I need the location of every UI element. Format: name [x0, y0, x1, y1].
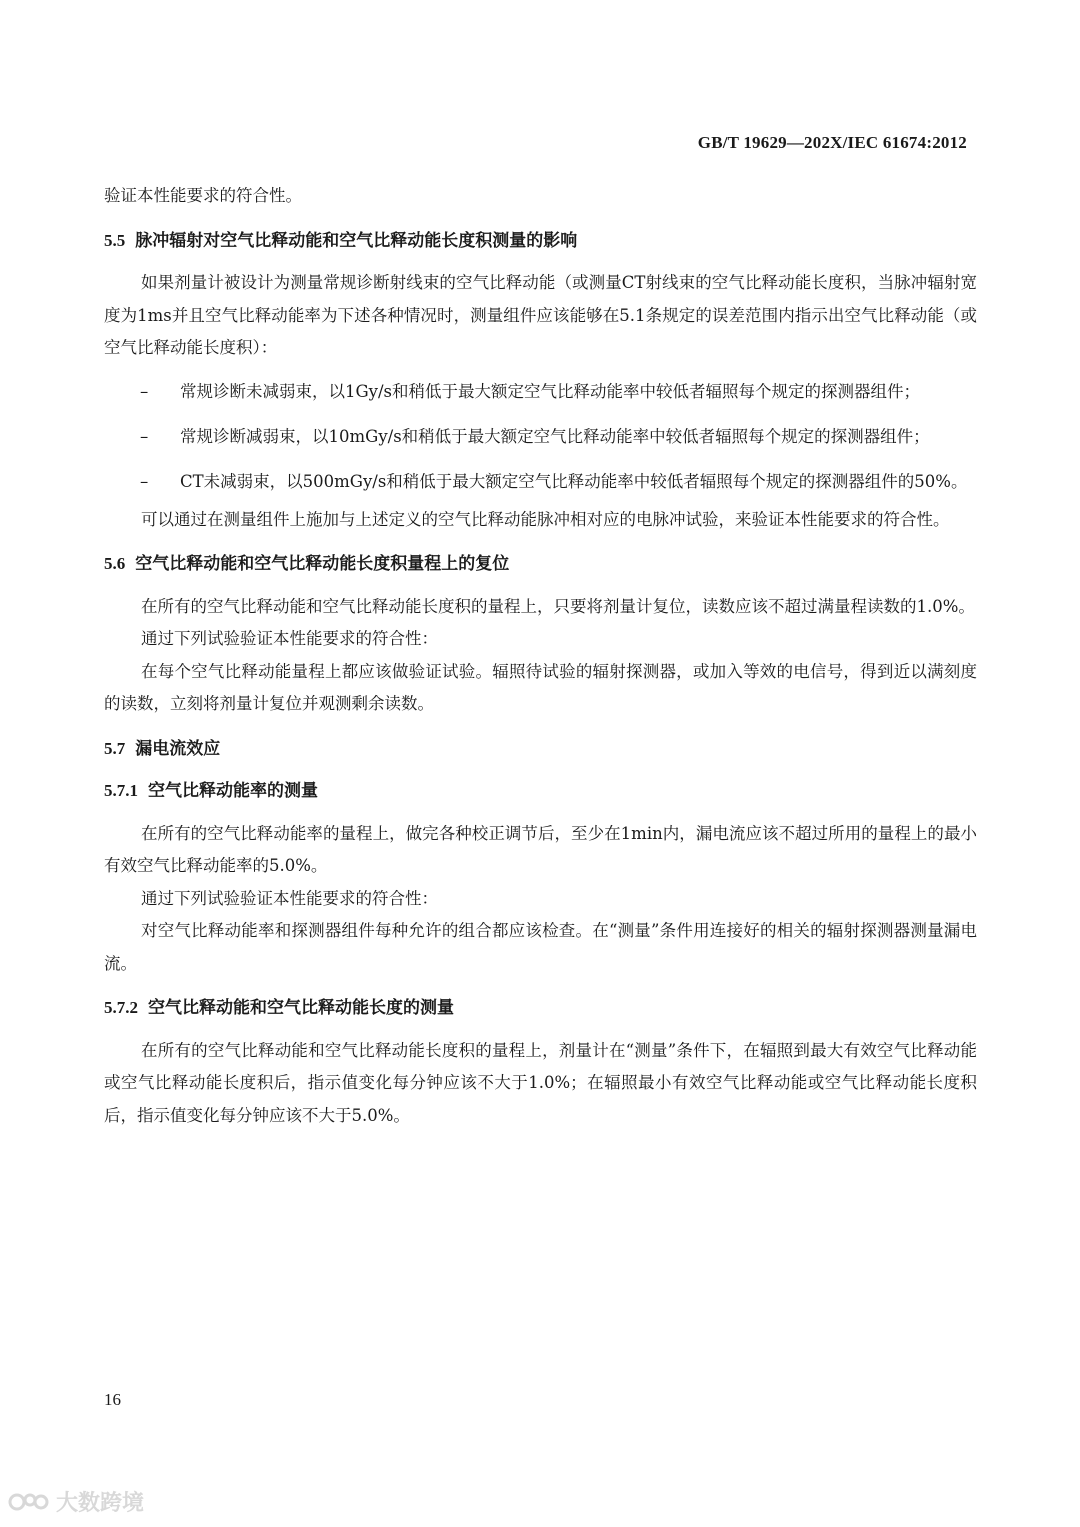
section-number: 5.7.2 — [104, 998, 138, 1017]
list-item-text: 常规诊断未减弱束，以1Gy/s和稍低于最大额定空气比释动能率中较低者辐照每个规定的探测器组件； — [180, 381, 921, 401]
page-number: 16 — [104, 1390, 121, 1409]
section-number: 5.5 — [104, 230, 126, 250]
section-5-7-2-heading — [104, 992, 977, 1025]
document-body — [104, 180, 977, 1132]
section-number: 5.6 — [104, 554, 126, 573]
list-item — [104, 369, 977, 414]
section-number: 5.7.1 — [104, 781, 138, 800]
continuation-paragraph: 验证本性能要求的符合性。 — [104, 186, 302, 205]
section-number: 5.7 — [104, 738, 126, 758]
list-item-text: CT未减弱束，以500mGy/s和稍低于最大额定空气比释动能率中较低者辐照每个规定的探测器组件的50%。 — [180, 471, 968, 491]
section-5-5-heading — [104, 225, 977, 258]
list-item — [104, 459, 977, 504]
section-title: 漏电流效应 — [135, 738, 221, 759]
section-5-7-1-heading — [104, 775, 977, 808]
paragraph: 在每个空气比释动能量程上都应该做验证试验。辐照待试验的辐射探测器，或加入等效的电信号，得到近以满刻度的读数，立刻将剂量计复位并观测剩余读数。 — [104, 661, 977, 713]
paragraph: 通过下列试验验证本性能要求的符合性： — [141, 888, 438, 908]
section-title: 空气比释动能率的测量 — [148, 781, 318, 801]
watermark-text: 大数跨境 — [56, 1491, 145, 1516]
paragraph: 对空气比释动能率和探测器组件每种允许的组合都应该检查。在“测量”条件用连接好的相关的辐射探测器测量漏电流。 — [104, 921, 977, 973]
dash-bullet: – — [140, 426, 149, 446]
section-title: 空气比释动能和空气比释动能长度的测量 — [148, 998, 454, 1018]
paragraph: 如果剂量计被设计为测量常规诊断射线束的空气比释动能（或测量CT射线束的空气比释动能长度积，当脉冲辐射宽度为1ms并且空气比释动能率为下述各种情况时，测量组件应该能够在5.1条规定的误差范围内指示出空气比释动能（或空气比释动能长度积）： — [104, 273, 977, 357]
watermark — [8, 1486, 144, 1517]
paragraph: 在所有的空气比释动能和空气比释动能长度积的量程上，只要将剂量计复位，读数应该不超过满量程读数的1.0%。 — [141, 596, 975, 616]
brand-logo-icon — [8, 1489, 50, 1515]
dash-bullet: – — [140, 381, 149, 401]
document-standard-id: GB/T 19629—202X/IEC 61674:2012 — [697, 133, 967, 152]
paragraph: 在所有的空气比释动能和空气比释动能长度积的量程上，剂量计在“测量”条件下，在辐照到最大有效空气比释动能或空气比释动能长度积后，指示值变化每分钟应该不大于1.0%；在辐照最小有效空气比释动能或空气比释动能长度积后，指示值变化每分钟应该不大于5.0%。 — [104, 1040, 977, 1125]
list-item — [104, 414, 977, 459]
paragraph: 在所有的空气比释动能率的量程上，做完各种校正调节后，至少在1min内，漏电流应该不超过所用的量程上的最小有效空气比释动能率的5.0%。 — [104, 823, 977, 875]
bullet-list — [104, 369, 977, 504]
section-5-7-heading — [104, 733, 977, 766]
paragraph: 可以通过在测量组件上施加与上述定义的空气比释动能脉冲相对应的电脉冲试验，来验证本性能要求的符合性。 — [141, 509, 950, 529]
list-item-text: 常规诊断减弱束，以10mGy/s和稍低于最大额定空气比释动能率中较低者辐照每个规定的探测器组件； — [180, 426, 930, 446]
paragraph: 通过下列试验验证本性能要求的符合性： — [141, 629, 438, 648]
section-5-6-heading — [104, 548, 977, 581]
section-title: 空气比释动能和空气比释动能长度积量程上的复位 — [135, 554, 510, 574]
section-title: 脉冲辐射对空气比释动能和空气比释动能长度积测量的影响 — [135, 230, 578, 251]
dash-bullet: – — [140, 471, 149, 491]
